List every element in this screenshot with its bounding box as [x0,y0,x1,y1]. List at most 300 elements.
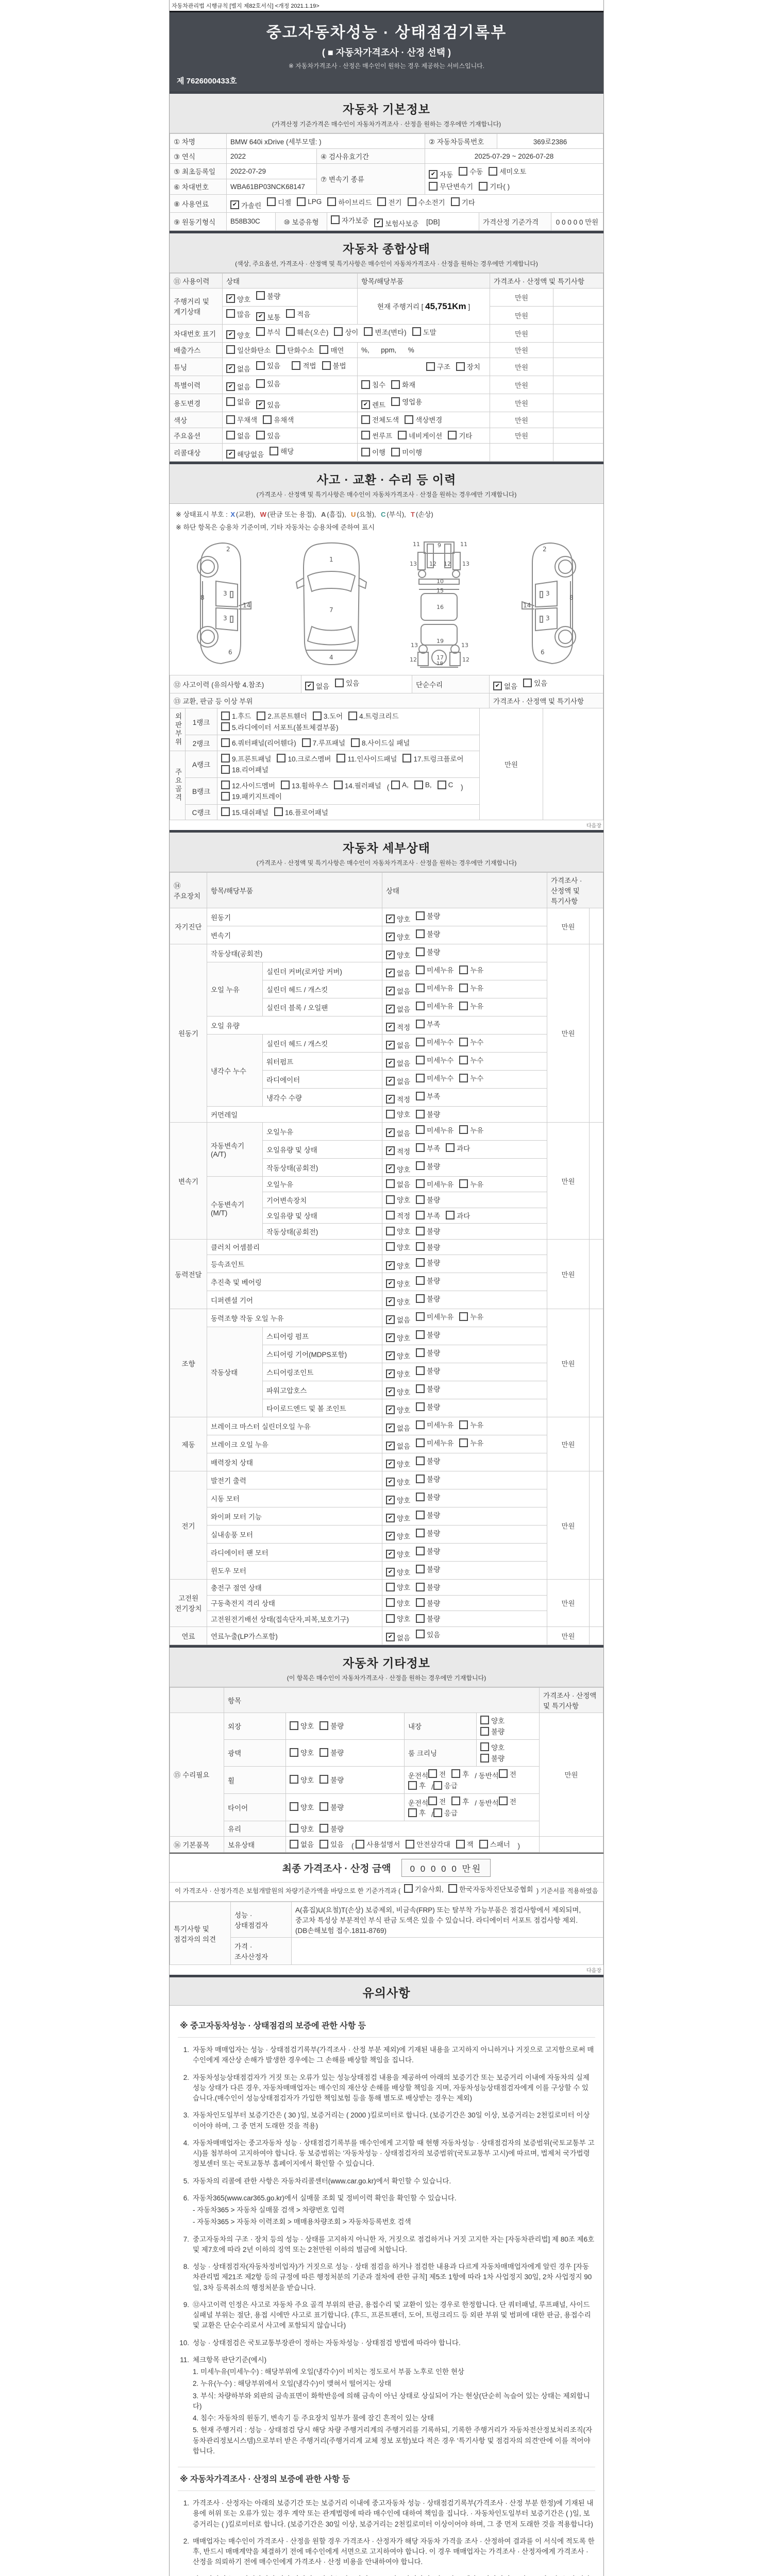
checkbox-option [459,1419,483,1430]
checkbox-icon [221,807,230,816]
checkbox-icon: ✔ [386,1297,395,1306]
state-cell [382,962,547,980]
notice-text: 가격조사 · 산정자는 아래의 보증기간 또는 보증거리 이내에 중고자동차 성능 · 상태점검기록부(가격조사 · 산정 부분 한정)에 기재된 내용에 허위 또는 오류가 있는 경우 계약 또는 관계법령에 따라 매수인에 대하여 책임을 집니다. · 자동차인도일부터 보증기간은 ( )일, 보증거리는 ( )킬로미터로 합니다. (보증기간은 30일 이상, 보증거리는 2천킬로미터 이상이어야 하며, 그 중 먼저 도래한 것을 적용합니다) [193,2499,594,2528]
price-cell: 만원 [490,324,553,342]
checkbox-option [386,1477,410,1487]
checkbox-icon: ✔ [374,218,383,227]
price-cell: 만원 [547,1626,590,1645]
checkbox-icon [408,1808,417,1817]
option-label: 불량 [427,1295,441,1303]
checkbox-icon [386,1211,395,1219]
checkbox-icon: ✔ [386,933,395,941]
checkbox-icon [416,1056,425,1064]
item-cell [358,394,490,412]
option-label: 양호 [397,934,411,941]
note-cell [540,1837,603,1853]
checkbox-option [302,737,345,748]
checkbox-option [416,1275,440,1285]
field-label: ① 차명 [170,134,227,149]
checkbox-option [416,1582,440,1592]
text-token: ) [459,783,463,791]
option-label: 누유 [470,1003,484,1010]
inspection-record-document [169,0,604,2576]
detail-row [170,1239,603,1255]
option-label: 양호 [397,1569,411,1577]
checkbox-icon [429,182,438,191]
checkbox-option [386,1094,410,1104]
option-label: 가솔린 [241,201,262,210]
checkbox-icon [256,361,265,370]
option-label: 불량 [427,1512,441,1519]
notice-item [178,2073,595,2104]
notice-item [178,2338,595,2348]
checkbox-option [459,982,483,993]
rank-row [170,708,603,735]
notice-number: 4. [183,2139,189,2147]
notice-item [178,2498,595,2530]
option-label: 불량 [427,1403,441,1411]
option-label: 누유 [470,985,484,992]
checkbox-option [479,181,510,191]
svg-text:16: 16 [436,604,444,611]
option-label: 스패너 [490,1841,510,1849]
etc-row [170,1739,603,1766]
checkbox-option [386,1386,410,1397]
checkbox-option [446,1143,470,1153]
state-cell [382,1626,547,1645]
detail-row [170,1580,603,1596]
checkbox-icon [404,1884,413,1893]
option-label: 없음 [316,683,330,690]
checkbox-option [386,1582,410,1592]
option-label: 적음 [297,310,311,318]
text-token: 운전석 [408,1799,429,1807]
option-label: 양호 [397,1533,411,1540]
checkbox-icon [226,309,235,318]
checkbox-icon: ✔ [226,364,235,373]
checkbox-option [416,1329,440,1340]
section-title: 사고 · 교환 · 수리 등 이력 [316,473,457,486]
checkbox-icon [479,1840,488,1849]
item-cell [358,358,490,376]
item-label: 디퍼렌셜 기어 [207,1291,382,1309]
legend-desc: (요철), [357,511,380,518]
device-group-label: 조향 [170,1309,207,1417]
rank-label: 1랭크 [186,708,217,735]
option-label: 사용설명서 [366,1841,400,1849]
checkbox-icon: ✔ [226,294,235,303]
note-cell [553,324,603,342]
section-title: 유의사항 [362,1986,411,1999]
state-cell [382,1208,547,1224]
vin-value: WBA61BP03NCK68147 [227,179,317,194]
notice-text: 자동차 매매업자는 성능 · 상태점검기록부(가격조사 · 산정 부분 제외)에 기재된 내용을 고지하지 아니하거나 거짓으로 고지함으로써 매수인에게 재산상 손해가 발생한 경우에는 그 손해를 배상할 책임을 집니다. [193,2046,594,2064]
sub-group-label: 자동변속기 (A/T) [207,1122,263,1176]
checkbox-option [226,330,250,340]
option-label: 많음 [237,310,251,318]
option-label: 양호 [300,1776,314,1784]
option-label: 하이브리드 [338,198,372,207]
state-cell [382,1345,547,1363]
option-label: 미세누유 [427,1126,454,1134]
price-cell: 만원 [490,428,553,444]
checkbox-option [290,1823,314,1834]
checkbox-icon [416,1002,425,1010]
option-label: 양호 [397,916,411,923]
option-label: 적정 [397,1212,411,1220]
state-cell [382,1122,547,1140]
notice-subitem: 5. 현재 주행거리 : 성능 · 상태점검 당시 해당 차량 주행거리계의 주행거리를 기록하되, 기록한 주행거리가 자동차전산정보처리조직(자동차관리정보시스템)으로부터 받은 주행거리(주행거리계 교체 정보 포함)보다 적은 경우 '특기사항 및 점검자의 의견'란에 이를 적어야 합니다. [193,2426,593,2455]
basic-info-header [170,91,603,133]
checkbox-icon [297,197,306,206]
option-label: 양호 [397,1515,411,1522]
checkbox-option [221,753,271,764]
checkbox-icon [433,1808,442,1817]
use-history-label: 주요옵션 [170,428,223,444]
warranty-options [327,212,479,230]
option-label: 누유 [470,1313,484,1321]
option-label: 불량 [427,1599,441,1607]
option-label: 양호 [300,1749,314,1757]
checkbox-option [386,1022,410,1032]
state-cell [382,908,547,926]
checkbox-option [386,1440,410,1451]
checkbox-option [386,1459,410,1469]
option-label: 없음 [237,365,251,373]
item-label: 광택 [224,1739,286,1766]
current-mileage-cell: 현재 주행거리 [ 45,751Km ] [358,288,490,324]
detail-state-header [170,830,603,872]
svg-text:12: 12 [410,656,417,663]
checkbox-option [386,1296,410,1307]
checkbox-icon [405,415,413,424]
option-label: 수소전기 [418,198,445,207]
price-cell: 만원 [490,412,553,428]
checkbox-icon [356,1840,364,1849]
checkbox-option [270,446,294,456]
checkbox-icon [391,781,400,789]
state-cell [223,358,358,376]
checkbox-option [274,807,328,817]
checkbox-icon: ✔ [386,1005,395,1013]
sub-group-label: 냉각수 누수 [207,1035,263,1107]
checkbox-option [451,1796,469,1806]
state-cell [223,324,490,342]
legend-desc: (흠집), [327,511,350,518]
checkbox-icon [398,431,407,439]
option-label: 있음 [346,680,360,687]
checkbox-icon [428,1797,437,1805]
notice-text: 자동차인도일부터 보증기간은 ( 30 )일, 보증거리는 ( 2000 )킬로미터로 합니다. (보증기간은 30일 이상, 보증거리는 2천킬로미터 이상이어야 하며, 그 중 먼저 도래한 것을 적용) [193,2111,590,2130]
checkbox-option [402,753,463,764]
notice-subitem: - 자동차365 > 자동차 실매물 검색 > 차량번호 입력 [193,2206,345,2214]
checkbox-icon [335,679,344,687]
checkbox-icon [416,1402,425,1411]
option-label: 없음 [397,1443,411,1450]
text-token: / [431,1783,433,1791]
rank-label: A랭크 [186,751,217,777]
option-label: 과다 [457,1144,470,1153]
checkbox-icon [489,167,497,176]
note-cell [553,394,603,412]
checkbox-icon [386,1598,395,1607]
inspector-role-label: 가격 · 조사산정자 [231,1938,292,1965]
next-page-marker: 다음장 [586,823,601,829]
option-label: 14.필러패널 [344,782,381,790]
checkbox-option [263,414,294,425]
checkbox-icon [416,1475,425,1483]
checkbox-option [416,1143,440,1153]
checkbox-icon [416,1547,425,1555]
panel-group-label: 주요골격 [170,751,186,820]
option-label: C [448,781,453,789]
checkbox-option [290,1802,314,1812]
checkbox-icon [451,1769,460,1778]
checkbox-icon [499,1797,508,1805]
checkbox-option [256,360,280,370]
checkbox-icon [448,1884,457,1893]
text-token: 운전석 [408,1772,429,1780]
checkbox-icon: ✔ [305,682,314,690]
rank-items [217,751,480,777]
svg-text:17: 17 [436,654,444,661]
checkbox-icon [322,361,331,370]
checkbox-option [386,1404,410,1415]
item-label: 스티어링조인트 [263,1363,382,1381]
option-label: 불량 [427,1548,441,1555]
option-label: 누유 [470,967,484,974]
option-label: 불량 [427,1566,441,1573]
item-label: 오일누유 [263,1122,382,1140]
option-label: 렌트 [372,401,386,409]
option-label: 없음 [397,1129,411,1138]
legend-desc: (손상) [415,511,433,518]
checkbox-option [320,1720,344,1731]
accident-check-table [170,675,603,708]
checkbox-option [408,1780,426,1790]
state-cell [382,1526,547,1544]
checkbox-option [386,1128,410,1138]
checkbox-icon [451,1797,460,1805]
svg-text:13: 13 [411,642,418,649]
checkbox-option [386,1179,410,1189]
option-label: 적정 [397,1147,411,1156]
option-label: 있음 [267,380,281,388]
section-title: 자동차 종합상태 [343,242,430,256]
checkbox-icon [416,929,425,938]
checkbox-icon [337,754,345,762]
item-label: 실린더 헤드 / 개스킷 [263,1035,382,1053]
rank-items [217,804,480,820]
section-title: 자동차 기본정보 [343,103,430,116]
checkbox-icon [408,197,416,206]
detail-row [170,1562,603,1580]
column-header: 가격조사 · 산정액 및 특기사항 [540,1687,603,1713]
checkbox-option [386,968,410,978]
checkbox-option [386,1210,410,1221]
checkbox-icon [274,807,283,816]
checkbox-option [480,1715,505,1725]
state-cell [382,1435,547,1453]
checkbox-option [337,753,397,764]
item-label: 타이어 [224,1793,286,1821]
svg-text:3: 3 [546,590,550,597]
overall-state-header [170,231,603,273]
state-code-legend [170,504,603,520]
checkbox-icon [459,965,468,974]
checkbox-option [386,1109,410,1119]
option-label: 양호 [397,1280,411,1288]
checkbox-option [334,327,358,337]
checkbox-icon [426,362,435,371]
checkbox-icon [416,947,425,956]
checkbox-icon [386,1583,395,1591]
item-label: 추진축 및 베어링 [207,1273,382,1291]
option-label: 불량 [427,1349,441,1357]
checkbox-icon [416,1456,425,1465]
option-label: 없음 [397,1042,411,1049]
page-subtitle-note: ※ 자동차가격조사 · 산정은 매수인이 원하는 경우 제공하는 서비스입니다. [288,62,485,70]
option-label: 세미오토 [499,168,527,176]
column-header: 가격조사 · 산정액 및 특기사항 [490,273,603,288]
option-label: 적정 [397,1024,411,1031]
inspection-period-value: 2025-07-29 ~ 2026-07-28 [425,149,603,164]
svg-text:12: 12 [444,561,451,567]
checkbox-option [292,360,316,370]
checkbox-icon: ✔ [386,1478,395,1486]
checkbox-option [416,1019,440,1029]
checkbox-icon [480,1742,489,1751]
item-label: 실린더 헤드 / 개스킷 [263,980,382,998]
svg-text:8: 8 [200,594,205,601]
use-history-label: 색상 [170,412,223,428]
checkbox-icon [459,1312,468,1321]
item-label: 기어변속장치 [263,1192,382,1208]
checkbox-icon [290,1824,298,1833]
state-cell [382,1053,547,1071]
checkbox-option [459,1073,483,1083]
checkbox-option [335,677,359,688]
checkbox-option [416,1528,440,1538]
option-label: 후 [419,1809,426,1817]
detail-row [170,1626,603,1645]
svg-text:13: 13 [462,561,469,567]
checkbox-option [221,791,282,801]
note-cell [590,1239,603,1309]
option-label: 없음 [397,1006,411,1013]
notice-item [178,2234,595,2256]
checkbox-icon: ✔ [386,1369,395,1378]
checkbox-icon [416,1143,425,1152]
checkbox-icon [270,447,278,455]
checkbox-icon [386,1195,395,1204]
note-cell [553,306,603,324]
state-cell [286,1713,405,1739]
checkbox-icon [320,1840,328,1849]
basic-info-table [170,133,603,213]
svg-text:10: 10 [436,578,444,585]
checkbox-icon [286,327,295,336]
checkbox-option [523,677,547,688]
checkbox-option [386,1350,410,1361]
checkbox-option [429,181,473,191]
checkbox-icon [386,1227,395,1235]
state-cell [286,1739,405,1766]
item-label: 휠 [224,1766,286,1793]
price-cell: 만원 [490,394,553,412]
notice-item [178,2355,595,2456]
checkbox-option [386,913,410,924]
checkbox-option [286,309,310,319]
checkbox-option [320,1774,344,1785]
item-label: 변속기 [207,926,382,944]
option-label: 탄화수소 [287,346,314,354]
checkbox-icon [416,1598,425,1607]
checkbox-option [446,1210,470,1221]
checkbox-icon: ✔ [386,969,395,977]
checkbox-option [391,396,422,406]
option-label: 후 [462,1798,469,1806]
item-label: 브레이크 마스터 실린더오일 누유 [207,1417,382,1435]
svg-text:8: 8 [569,594,574,601]
checkbox-icon [480,1754,489,1762]
checkbox-option [416,1564,440,1574]
checkbox-icon [416,1312,425,1321]
checkbox-icon: ✔ [226,382,235,391]
svg-text:14: 14 [243,602,251,609]
checkbox-option [386,1513,410,1523]
option-label: 불량 [427,1367,441,1375]
option-label: 없음 [397,970,411,977]
item-label: 커먼레일 [207,1107,382,1123]
checkbox-option [456,1839,474,1849]
checkbox-option [406,1839,450,1849]
checkbox-option [305,681,329,691]
item-label: 유리 [224,1821,286,1837]
device-group-label: 전기 [170,1471,207,1580]
option-label: 미세누유 [427,1003,454,1010]
option-label: 양호 [397,1111,411,1118]
notice-number: 10. [179,2338,189,2347]
option-label: 양호 [300,1803,314,1811]
option-label: 불량 [427,912,441,920]
checkbox-icon [221,754,230,762]
checkbox-icon [416,965,425,974]
svg-text:13: 13 [461,642,468,649]
checkbox-option [459,1311,483,1321]
device-group-label: 변속기 [170,1122,207,1239]
legend-prefix: ※ 상태표시 부호 : [176,511,230,518]
option-label: 18.리어패널 [232,766,268,774]
detail-state-table [170,872,603,1645]
checkbox-icon [416,1211,425,1219]
checkbox-icon: ✔ [386,1442,395,1450]
checkbox-icon: ✔ [386,1532,395,1540]
text-token: ) [515,1842,520,1850]
state-cell [382,1158,547,1176]
checkbox-option [322,360,346,370]
state-cell [382,1291,547,1309]
item-label: 클러치 어셈블리 [207,1239,382,1255]
option-label: 미세누유 [427,967,454,974]
checkbox-icon [408,1781,417,1790]
use-history-label: 특별이력 [170,376,223,394]
notice-text: 자동차의 리콜에 관한 사항은 자동차리콜센터(www.car.go.kr)에서 확인할 수 있습니다. [193,2177,451,2185]
item-label: 스티어링 펌프 [263,1327,382,1345]
notice-text: 성능 · 상태점검자(자동차정비업자)가 거짓으로 성능 · 상태 점검을 하거나 점검한 내용과 다르게 자동차매매업자에게 알린 경우 [자동차관리법 제21조 제2항 등의 규정에 따른 행정처분의 기준과 절차에 관한 규칙] 제5조 1항에 따라 1차 사업정지 30일, 2차 사업정지 90일, 3차 등록취소의 행정처분을 받습니다. [193,2263,592,2292]
option-label: 불량 [427,1111,441,1118]
price-cell: 만원 [547,944,590,1123]
